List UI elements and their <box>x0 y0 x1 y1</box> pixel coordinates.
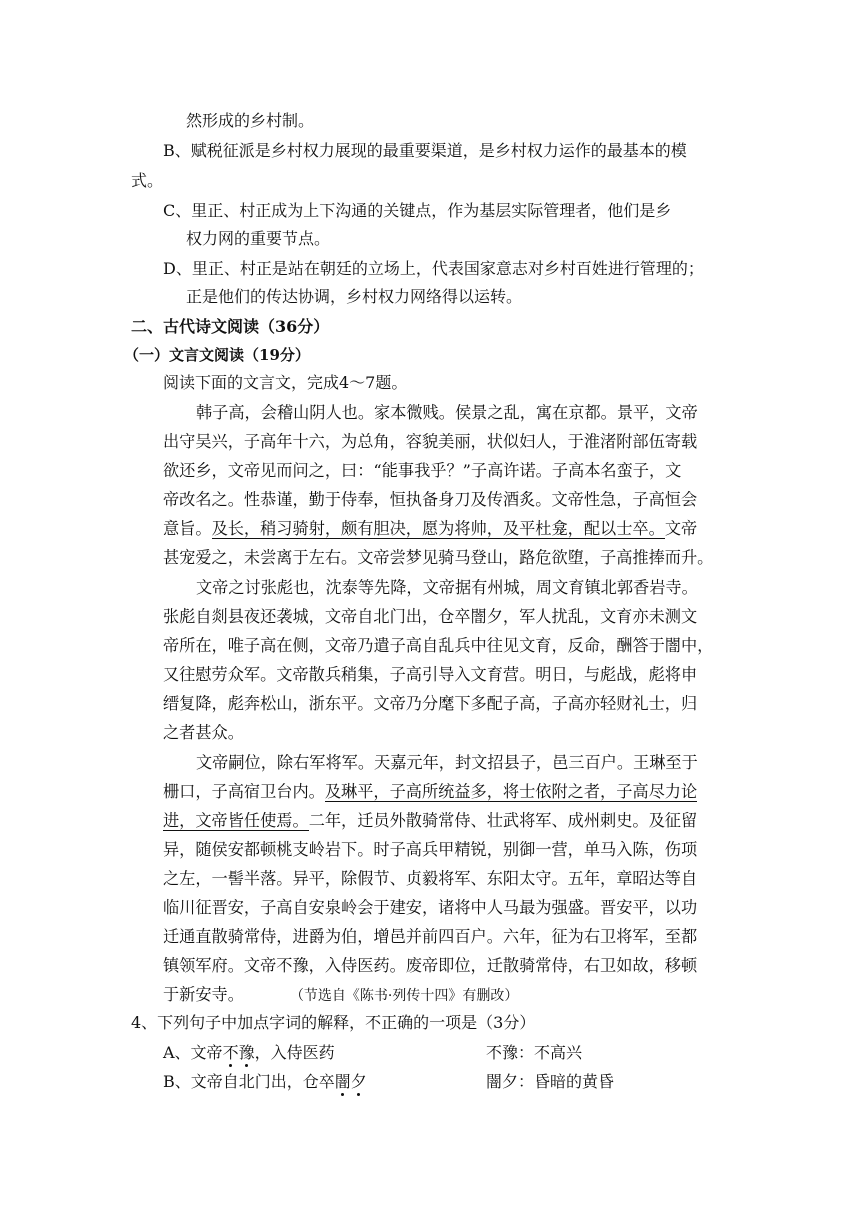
passage-text: 文帝 <box>664 519 698 538</box>
passage-text: 意旨。 <box>163 519 212 538</box>
underlined-sentence: 及琳平，子高所统益多，将士依附之者，子高尽力论 <box>324 782 698 801</box>
passage-line: 欲还乡，文帝见而问之，曰：“能事我乎？”子高许诺。子高本名蛮子，文 <box>163 461 682 480</box>
passage-line: 张彪自剡县夜还袭城，文帝自北门出，仓卒闇夕，军人扰乱，文育亦未测文 <box>163 607 698 626</box>
dotted-char: 闇 <box>334 1072 351 1091</box>
passage-source: （节选自《陈书·列传十四》有删改） <box>289 988 519 1004</box>
passage-line <box>163 810 697 832</box>
passage-text: 二年，迁员外散骑常侍、壮武将军、成州刺史。及征留 <box>308 811 698 830</box>
passage-line: 异，随侯安都顿桃支岭岩下。时子高兵甲精锐，别御一营，单马入陈，伤项 <box>163 840 698 859</box>
dotted-char: 不 <box>222 1043 239 1062</box>
underlined-sentence: 进，文帝皆任使焉。 <box>163 811 309 830</box>
option-d: D、里正、村正是站在朝廷的立场上，代表国家意志对乡村百姓进行管理的； <box>163 259 704 278</box>
passage-line: 文帝之讨张彪也，沈泰等先降，文帝据有州城，周文育镇北郭香岩寺。 <box>196 578 698 597</box>
question-4-option-b <box>163 1071 367 1093</box>
passage-text: 栅口，子高宿卫台内。 <box>163 782 325 801</box>
option-b-continuation: 式。 <box>131 171 164 190</box>
passage-line: 文帝嗣位，除右军将军。天嘉元年，封文招县子，邑三百户。王琳至于 <box>196 753 698 772</box>
passage-line: 韩子高，会稽山阴人也。家本微贱。侯景之乱，寓在京都。景平，文帝 <box>196 403 698 422</box>
passage-line <box>163 984 518 1007</box>
passage-line <box>163 518 697 540</box>
question-4-option-a-answer: 不豫：不高兴 <box>486 1043 583 1062</box>
option-a-continuation: 然形成的乡村制。 <box>186 111 315 130</box>
passage-line: 又往慰劳众军。文帝散兵稍集，子高引导入文育营。明日，与彪战，彪将申 <box>163 665 698 684</box>
dotted-char: 夕 <box>350 1072 367 1091</box>
passage-line <box>163 781 697 803</box>
subsection-title: （一）文言文阅读（19分） <box>124 346 310 364</box>
question-4-option-b-answer: 闇夕：昏暗的黄昏 <box>486 1072 615 1091</box>
passage-line: 缙复降，彪奔松山，浙东平。文帝乃分麾下多配子高，子高亦轻财礼士，归 <box>163 694 698 713</box>
passage-line: 之左，一髻半落。异平，除假节、贞毅将军、东阳太守。五年，章昭达等自 <box>163 869 698 888</box>
passage-line: 出守吴兴，子高年十六，为总角，容貌美丽，状似妇人，于淮渚附部伍寄载 <box>163 432 698 451</box>
passage-line: 镇领军府。文帝不豫，入侍医药。废帝即位，迁散骑常侍，右卫如故，移顿 <box>163 956 698 975</box>
option-c: C、里正、村正成为上下沟通的关键点，作为基层实际管理者，他们是乡 <box>163 201 672 220</box>
reading-instruction: 阅读下面的文言文，完成4～7题。 <box>163 373 408 392</box>
option-text: ，入侍医药 <box>254 1043 335 1062</box>
passage-line: 迁通直散骑常侍，进爵为伯，增邑并前四百户。六年，征为右卫将军，至都 <box>163 927 698 946</box>
option-text: A、文帝 <box>163 1043 223 1062</box>
passage-line: 临川征晋安，子高自安泉岭会于建安，诸将中人马最为强盛。晋安平，以功 <box>163 898 698 917</box>
question-4-stem: 4、下列句子中加点字词的解释，不正确的一项是（3分） <box>131 1013 536 1032</box>
option-d-continuation: 正是他们的传达协调，乡村权力网络得以运转。 <box>186 287 523 306</box>
passage-text: 于新安寺。 <box>163 985 244 1004</box>
passage-line: 帝改名之。性恭谨，勤于侍奉，恒执备身刀及传酒炙。文帝性急，子高恒会 <box>163 490 698 509</box>
option-b: B、赋税征派是乡村权力展现的最重要渠道，是乡村权力运作的最基本的模 <box>163 141 687 160</box>
passage-line: 之者甚众。 <box>163 723 244 742</box>
dotted-char: 豫 <box>238 1043 255 1062</box>
section-title: 二、古代诗文阅读（36分） <box>131 317 330 336</box>
passage-line: 帝所在，唯子高在侧，文帝乃遣子高自乱兵中往见文育，反命，酬答于闇中， <box>163 636 714 655</box>
question-4-option-a <box>163 1042 335 1064</box>
passage-line: 甚宠爱之，未尝离于左右。文帝尝梦见骑马登山，路危欲堕，子高推捧而升。 <box>163 548 714 567</box>
option-c-continuation: 权力网的重要节点。 <box>186 229 331 248</box>
option-text: B、文帝自北门出，仓卒 <box>163 1072 335 1091</box>
underlined-sentence: 及长，稍习骑射，颇有胆决，愿为将帅，及平杜龛，配以士卒。 <box>211 519 665 538</box>
